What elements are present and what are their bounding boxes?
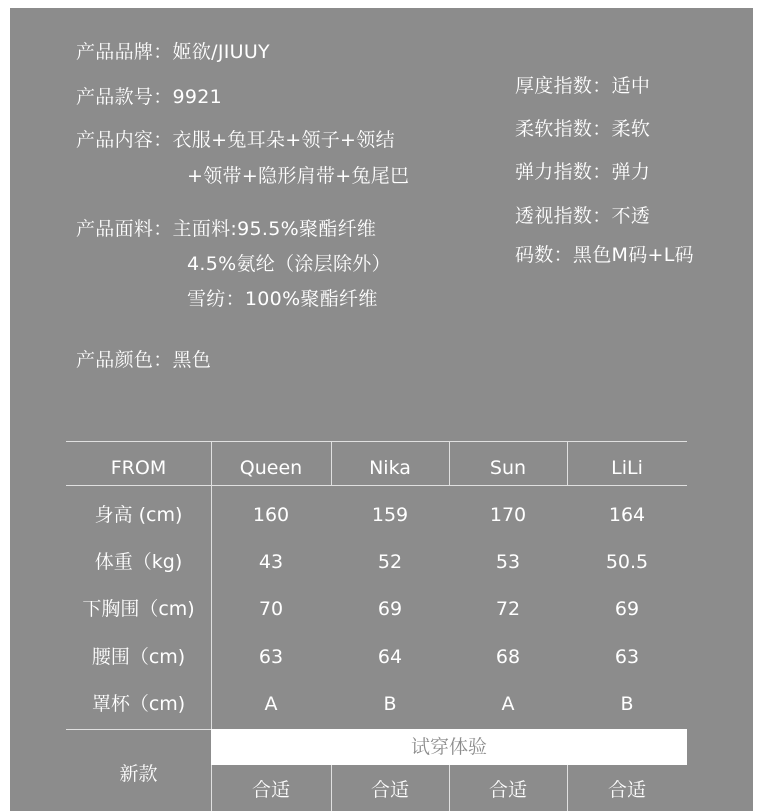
table-cell: 160 bbox=[252, 504, 290, 526]
spec-thickness-label: 厚度指数： bbox=[515, 75, 612, 97]
table-new-row-border bbox=[66, 729, 211, 730]
fit-result: 合适 bbox=[370, 779, 409, 801]
spec-elasticity-label: 弹力指数： bbox=[515, 161, 612, 183]
spec-elasticity-value: 弹力 bbox=[611, 161, 651, 183]
table-cell: 69 bbox=[377, 598, 403, 620]
fit-result: 合适 bbox=[251, 779, 290, 801]
spec-fabric bbox=[76, 217, 376, 241]
spec-contents-continued: +领带+隐形肩带+兔尾巴 bbox=[187, 165, 410, 187]
table-header-queen: Queen bbox=[239, 457, 303, 479]
product-info-panel bbox=[10, 8, 753, 811]
spec-style-number-label: 产品款号： bbox=[76, 86, 173, 108]
table-cell: B bbox=[383, 693, 397, 715]
table-cell: 72 bbox=[495, 598, 521, 620]
fit-result: 合适 bbox=[607, 779, 646, 801]
table-row-label-weight: 体重（kg) bbox=[94, 551, 183, 573]
spec-transparency bbox=[515, 204, 650, 228]
spec-transparency-value: 不透 bbox=[611, 205, 651, 227]
table-cell: 170 bbox=[489, 504, 527, 526]
spec-color-value: 黑色 bbox=[172, 349, 212, 371]
spec-softness bbox=[515, 117, 650, 141]
spec-fabric-continued: 4.5%氨纶（涂层除外） bbox=[187, 253, 391, 275]
table-cell: 63 bbox=[258, 646, 284, 668]
table-cell: A bbox=[501, 693, 515, 715]
table-top-border bbox=[66, 441, 687, 442]
spec-brand-label: 产品品牌： bbox=[76, 41, 173, 63]
spec-style-number-value: 9921 bbox=[172, 86, 223, 108]
spec-size-label: 码数： bbox=[515, 244, 573, 266]
spec-brand-value: 姬欲/JIUUY bbox=[172, 41, 270, 63]
table-header-nika: Nika bbox=[369, 457, 411, 479]
spec-brand bbox=[76, 40, 270, 64]
spec-size-value: 黑色M码+L码 bbox=[572, 244, 694, 266]
table-cell: B bbox=[620, 693, 634, 715]
try-on-experience-label: 试穿体验 bbox=[410, 736, 487, 758]
table-cell: 68 bbox=[495, 646, 521, 668]
table-row-label-waist: 腰围（cm) bbox=[91, 646, 186, 668]
table-cell: 64 bbox=[377, 646, 403, 668]
spec-softness-value: 柔软 bbox=[611, 118, 651, 140]
table-header-from: FROM bbox=[110, 457, 167, 479]
spec-size bbox=[515, 243, 694, 267]
spec-thickness-value: 适中 bbox=[611, 75, 651, 97]
table-cell: 53 bbox=[495, 551, 521, 573]
table-header-lili: LiLi bbox=[611, 457, 643, 479]
table-row-label-height: 身高 (cm) bbox=[94, 504, 183, 526]
table-cell: 50.5 bbox=[605, 551, 649, 573]
table-row-label-cup: 罩杯（cm) bbox=[91, 693, 186, 715]
table-header-sun: Sun bbox=[489, 457, 527, 479]
table-cell: 52 bbox=[377, 551, 403, 573]
table-header-border bbox=[66, 485, 687, 486]
table-cell: 159 bbox=[371, 504, 409, 526]
spec-elasticity bbox=[515, 160, 650, 184]
fit-result: 合适 bbox=[488, 779, 527, 801]
spec-fabric-value: 主面料:95.5%聚酯纤维 bbox=[172, 218, 377, 240]
table-cell: 43 bbox=[258, 551, 284, 573]
spec-color bbox=[76, 348, 211, 372]
table-cell: A bbox=[264, 693, 278, 715]
spec-contents-value: 衣服+兔耳朵+领子+领结 bbox=[172, 129, 395, 151]
table-cell: 164 bbox=[608, 504, 646, 526]
spec-transparency-label: 透视指数： bbox=[515, 205, 612, 227]
table-row-label-underbust: 下胸围（cm) bbox=[82, 598, 195, 620]
spec-contents-label: 产品内容： bbox=[76, 129, 173, 151]
spec-thickness bbox=[515, 74, 650, 98]
table-cell: 70 bbox=[258, 598, 284, 620]
table-new-style-label: 新款 bbox=[119, 763, 158, 785]
spec-color-label: 产品颜色： bbox=[76, 349, 173, 371]
spec-style-number bbox=[76, 85, 222, 109]
spec-contents bbox=[76, 128, 395, 152]
spec-softness-label: 柔软指数： bbox=[515, 118, 612, 140]
spec-fabric-chiffon: 雪纺：100%聚酯纤维 bbox=[187, 288, 378, 310]
table-cell: 63 bbox=[614, 646, 640, 668]
table-cell: 69 bbox=[614, 598, 640, 620]
spec-fabric-label: 产品面料： bbox=[76, 218, 173, 240]
